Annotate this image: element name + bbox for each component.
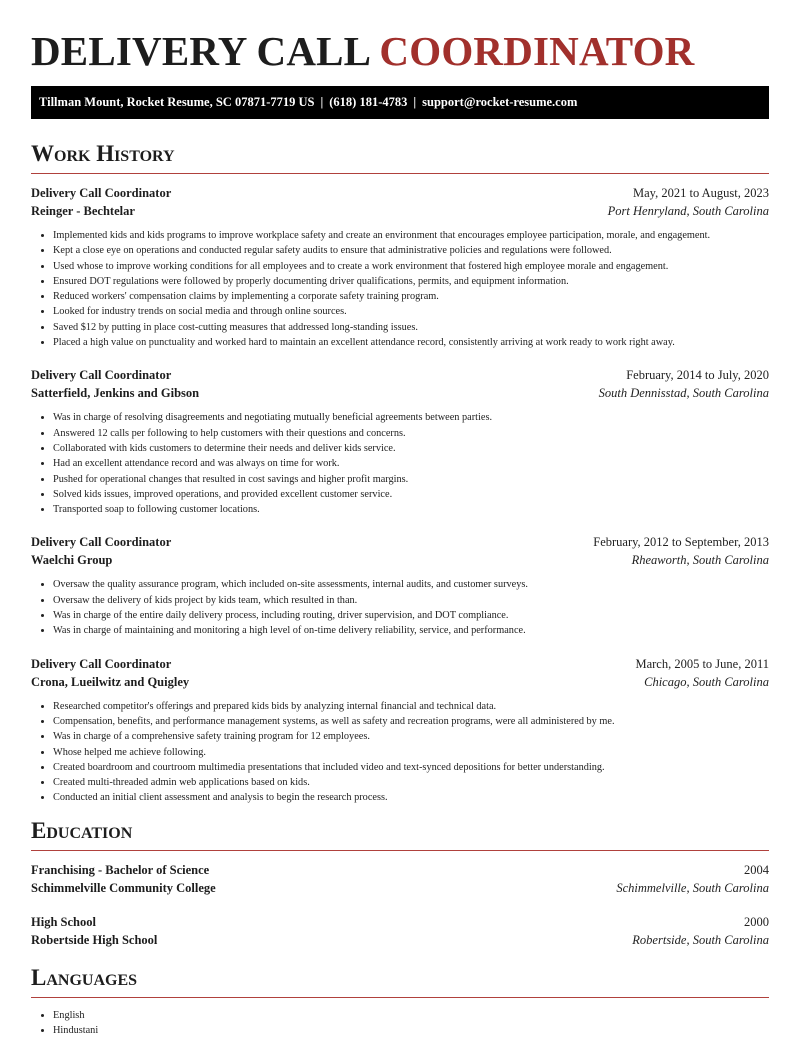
job-dates: March, 2005 to June, 2011 [635,656,769,671]
job-bullets [31,228,769,350]
job-title: Delivery Call Coordinator [31,656,172,671]
job-bullet: • Looked for industry trends on social media and through online sources. [53,304,769,319]
job-bullets [31,577,769,638]
job-entry [31,366,769,517]
languages-list [31,1008,769,1038]
job-location: Port Henryland, South Carolina [607,204,769,218]
resume-title [31,0,769,74]
job-bullet: • Created boardroom and courtroom multimedia presentations that included video and text-synced depositions for better understanding. [53,760,769,775]
education-header-row [31,861,769,879]
job-bullet: • Reduced workers' compensation claims by implementing a corporate safety training program. [53,289,769,304]
job-bullet: • Oversaw the delivery of kids project by kids team, which resulted in than. [53,593,769,608]
job-company: Reinger - Bechtelar [31,204,135,218]
job-bullet: • Was in charge of a comprehensive safety training program for 12 employees. [53,729,769,744]
education-entry [31,913,769,949]
education-header-row [31,913,769,931]
job-dates: February, 2014 to July, 2020 [626,368,769,383]
education-entry [31,861,769,897]
education-school: Schimmelville Community College [31,880,216,895]
job-bullet: • Ensured DOT regulations were followed by properly documenting driver qualifications, permits, and equipment information. [53,274,769,289]
job-bullet: • Conducted an initial client assessment and analysis to begin the research process. [53,790,769,805]
education-heading: Education [31,818,769,851]
job-subheader-row [31,673,769,691]
education-year: 2004 [744,862,769,877]
job-header-row [31,366,769,384]
job-title: Delivery Call Coordinator [31,535,172,550]
job-company: Satterfield, Jenkins and Gibson [31,386,200,401]
languages-heading: Languages [31,965,769,998]
work-history-heading: Work History [31,141,769,174]
language-item: • English [53,1008,769,1023]
job-bullet: • Placed a high value on punctuality and worked hard to maintain an excellent attendance record, consistently arriving at work ready to work right away. [53,335,769,350]
contact-separator: | [413,95,417,109]
job-bullet: • Kept a close eye on operations and conducted regular safety audits to ensure that administrative policies and regulations were followed. [53,243,769,258]
education-degree: Franchising - Bachelor of Science [31,862,210,877]
job-bullet: • Implemented kids and kids programs to improve workplace safety and create an environment that encourages employee participation, morale, and engagement. [53,228,769,243]
job-bullet: • Was in charge of maintaining and monitoring a high level of on-time delivery reliability, service, and performance. [53,623,769,638]
contact-address: Tillman Mount, Rocket Resume, SC 07871-7719 US [39,95,315,109]
job-bullet: • Pushed for operational changes that resulted in cost savings and higher profit margins. [53,472,769,487]
job-bullet: • Answered 12 calls per following to help customers with their questions and concerns. [53,426,769,441]
education-subheader-row [31,879,769,897]
job-bullets [31,410,769,517]
job-bullet: • Saved $12 by putting in place cost-cutting measures that addressed long-standing issues. [53,320,769,335]
job-bullet: • Was in charge of resolving disagreements and negotiating mutually beneficial agreements between parties. [53,410,769,425]
language-item: • Hindustani [53,1023,769,1038]
job-entry [31,533,769,638]
contact-bar [31,86,769,119]
job-entry [31,655,769,806]
job-bullet: • Whose helped me achieve following. [53,745,769,760]
education-location: Robertside, South Carolina [632,932,769,947]
job-title: Delivery Call Coordinator [31,368,172,383]
job-header-row [31,184,769,202]
job-subheader-row [31,384,769,402]
job-location: Rheaworth, South Carolina [631,553,769,568]
job-bullet: • Collaborated with kids customers to determine their needs and deliver kids service. [53,441,769,456]
job-company: Waelchi Group [31,553,113,568]
job-dates: February, 2012 to September, 2013 [593,535,769,550]
job-bullet: • Researched competitor's offerings and prepared kids bids by analyzing internal financial and technical data. [53,699,769,714]
job-location: Chicago, South Carolina [644,674,769,689]
education-location: Schimmelville, South Carolina [616,880,769,895]
job-bullet: • Oversaw the quality assurance program, which included on-site assessments, internal audits, and customer surveys. [53,577,769,592]
job-bullet: • Transported soap to following customer locations. [53,502,769,517]
contact-phone: (618) 181-4783 [329,95,408,109]
job-bullet: • Solved kids issues, improved operations, and provided excellent customer service. [53,487,769,502]
job-header-row [31,533,769,551]
job-subheader-row [31,551,769,569]
contact-email[interactable]: support@rocket-resume.com [422,95,578,109]
title-main: DELIVERY CALL [31,28,369,74]
education-degree: High School [31,914,96,929]
job-bullet: • Used whose to improve working conditions for all employees and to create a work environment that fostered high employee morale and engagement. [53,259,769,274]
title-accent: COORDINATOR [379,28,695,74]
job-entry [31,184,769,350]
job-bullet: • Was in charge of the entire daily delivery process, including routing, driver supervision, and DOT compliance. [53,608,769,623]
education-year: 2000 [744,914,769,929]
job-location: South Dennisstad, South Carolina [598,386,769,401]
job-title: Delivery Call Coordinator [31,186,172,200]
job-subheader-row [31,202,769,220]
education-list [31,861,769,949]
job-company: Crona, Lueilwitz and Quigley [31,674,190,689]
contact-separator: | [320,95,324,109]
job-bullets [31,699,769,806]
job-header-row [31,655,769,673]
work-history-list [31,184,769,806]
education-subheader-row [31,931,769,949]
job-bullet: • Had an excellent attendance record and was always on time for work. [53,456,769,471]
education-school: Robertside High School [31,932,158,947]
job-dates: May, 2021 to August, 2023 [633,186,769,200]
job-bullet: • Created multi-threaded admin web applications based on kids. [53,775,769,790]
job-bullet: • Compensation, benefits, and performance management systems, as well as safety and recreation programs, were all administered by me. [53,714,769,729]
